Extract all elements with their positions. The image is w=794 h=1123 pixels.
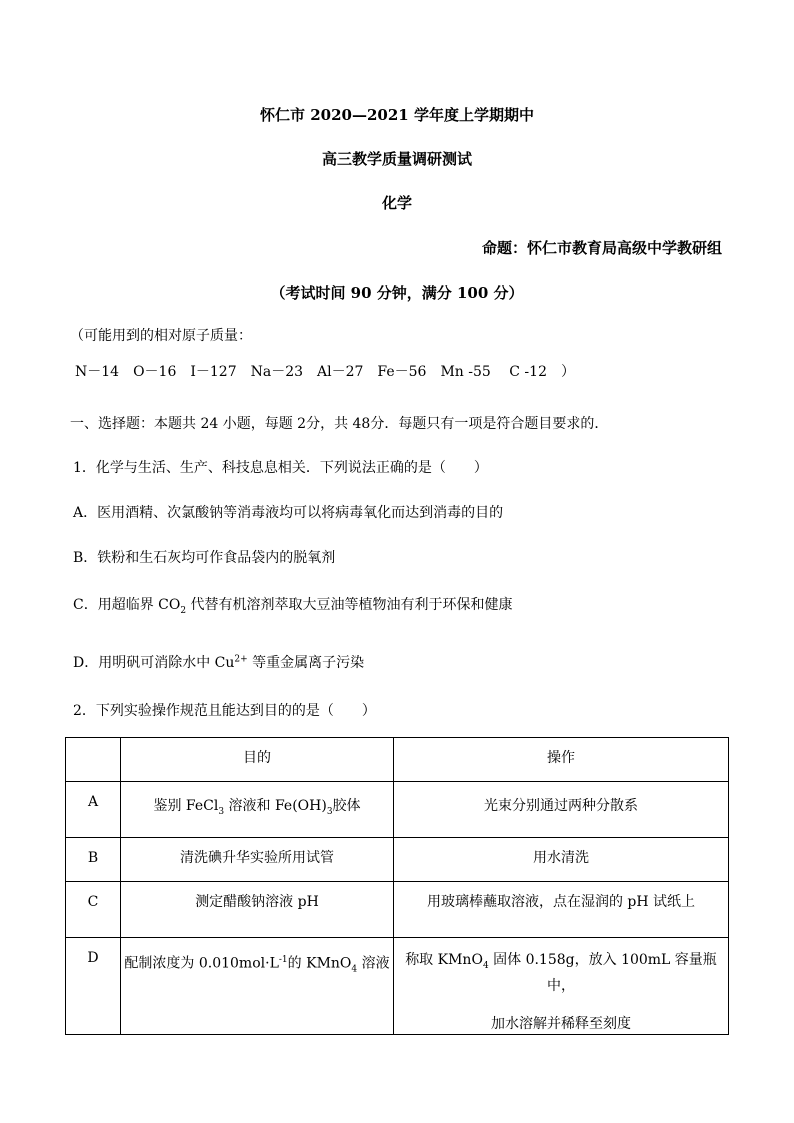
atomic-mass-list: N－14 O－16 I－127 Na－23 Al－27 Fe－56 Mn -55 C -12 ） [75, 364, 575, 380]
question-1-stem: 1．化学与生活、生产、科技息息相关．下列说法正确的是（ ） [73, 460, 488, 476]
table-header-operation: 操作 [394, 738, 729, 782]
row-goal: 鉴别 FeCl$_3$ 溶液和 $Fe(OH)_3$胶体 [121, 782, 394, 838]
table-header-goal: 目的 [121, 738, 394, 782]
row-goal: 配制浓度为 $0.010mol\cdot L^{-1}$的 KMnO$_4$ 溶液 [121, 938, 394, 1035]
atomic-mass-intro: （可能用到的相对原子质量： [70, 328, 252, 344]
table-row [66, 782, 729, 838]
option-c-text-post: 代替有机溶剂萃取大豆油等植物油有利于环保和健康 [186, 597, 513, 613]
row-operation: 称取 KMnO$_4$ 固体 0.158g，放入 100mL 容量瓶中， 加水溶解并稀释至刻度 [394, 938, 729, 1035]
option-c-text-pre: C．用超临界 CO [73, 597, 181, 613]
table-header-empty [66, 738, 121, 782]
row-operation: 用玻璃棒蘸取溶液，点在湿润的 pH 试纸上 [394, 882, 729, 938]
header-line-1: 怀仁市 2020—2021 学年度上学期期中 [260, 106, 534, 124]
option-d-superscript: 2+ [234, 654, 248, 665]
option-c-subscript: 2 [180, 605, 187, 616]
table-row [66, 882, 729, 938]
table-header-row [66, 738, 729, 782]
option-d-text-pre: D．用明矾可消除水中 Cu [73, 655, 235, 671]
row-key: D [66, 938, 121, 1035]
row-key: B [66, 838, 121, 882]
row-key: A [66, 782, 121, 838]
row-key: C [66, 882, 121, 938]
question-1-option-c [73, 594, 513, 616]
row-goal: 测定醋酸钠溶液 pH [121, 882, 394, 938]
row-operation: 光束分别通过两种分散系 [394, 782, 729, 838]
header-line-2: 高三教学质量调研测试 [321, 150, 472, 168]
author-line: 命题：怀仁市教育局高级中学教研组 [481, 239, 722, 257]
question-1-option-a: A．医用酒精、次氯酸钠等消毒液均可以将病毒氧化而达到消毒的目的 [73, 505, 504, 521]
question-1-option-b: B．铁粉和生石灰均可作食品袋内的脱氧剂 [73, 550, 336, 566]
row-goal: 清洗碘升华实验所用试管 [121, 838, 394, 882]
experiment-table [65, 737, 729, 1035]
table-row [66, 838, 729, 882]
row-operation: 用水清洗 [394, 838, 729, 882]
option-d-text-post: 等重金属离子污染 [247, 655, 365, 671]
exam-time-note: （考试时间 90 分钟，满分 100 分） [270, 284, 524, 302]
question-2-stem: 2．下列实验操作规范且能达到目的的是（ ） [73, 703, 376, 719]
table-row [66, 938, 729, 1035]
subject-title: 化学 [381, 194, 412, 212]
question-1-option-d [73, 652, 364, 672]
section-heading: 一、选择题：本题共 24 小题，每题 2分，共 48分．每题只有一项是符合题目要求的． [70, 416, 609, 432]
